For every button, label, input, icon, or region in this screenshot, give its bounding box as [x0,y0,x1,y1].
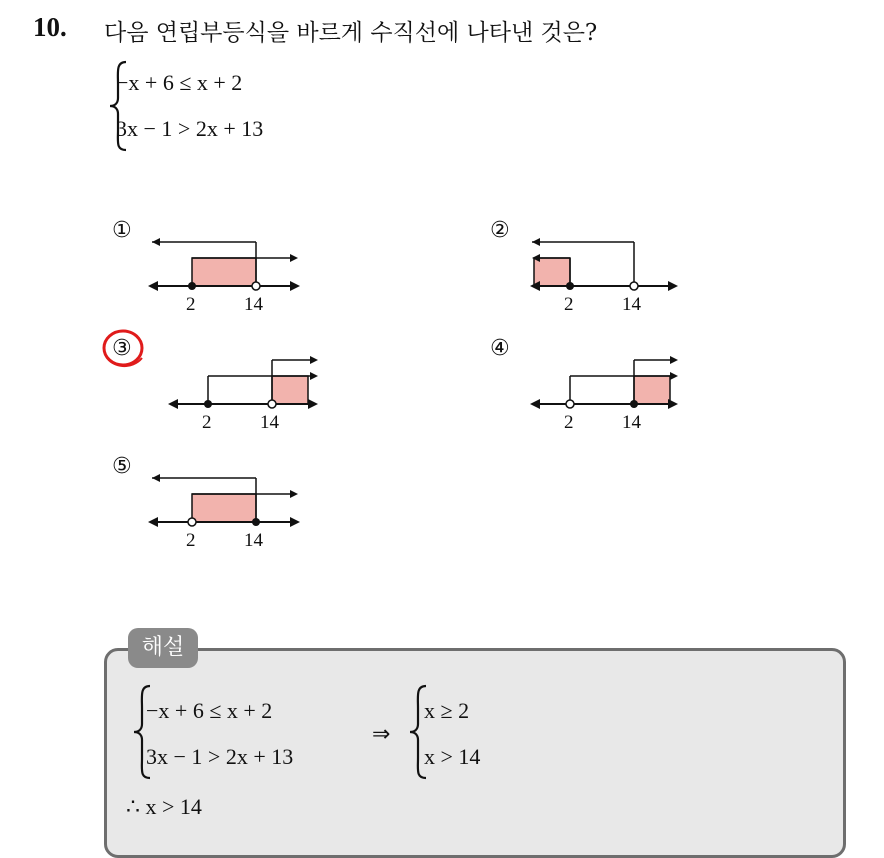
option-4-label[interactable]: ④ [490,336,510,361]
tick-label-14: 14 [622,412,641,432]
tick-label-14: 14 [244,294,263,314]
solution-conclusion: ∴ x > 14 [126,794,202,819]
shaded-region [272,376,308,404]
question-text: 다음 연립부등식을 바르게 수직선에 나타낸 것은? [104,20,598,46]
implies-arrow: ⇒ [372,722,391,747]
tick-label-2: 2 [186,530,196,550]
shaded-region [192,258,256,286]
tick-label-2: 2 [186,294,196,314]
tick-label-14: 14 [244,530,263,550]
option-3-numberline [160,352,330,432]
tick-label-2: 2 [564,412,574,432]
point-2-closed [204,400,212,408]
option-2-numberline [520,234,690,314]
point-14-closed [252,518,260,526]
solution-inequality-1: −x + 6 ≤ x + 2 [146,698,273,723]
point-14-closed [630,400,638,408]
solution-inequality-2: 3x − 1 > 2x + 13 [146,744,294,769]
option-1-numberline [140,234,310,314]
shaded-region [634,376,670,404]
question-number: 10. [33,12,67,42]
question-inequality-2: 3x − 1 > 2x + 13 [116,116,264,141]
option-5-label[interactable]: ⑤ [112,454,132,479]
point-14-open [630,282,638,290]
tick-label-14: 14 [260,412,279,432]
option-4-numberline [520,352,690,432]
solution-tag: 해설 [128,628,198,668]
option-2-label[interactable]: ② [490,218,510,243]
tick-label-2: 2 [564,294,574,314]
option-1-label[interactable]: ① [112,218,132,243]
option-3-label[interactable]: ③ [112,336,132,361]
tick-label-2: 2 [202,412,212,432]
point-2-closed [188,282,196,290]
question-inequality-1: −x + 6 ≤ x + 2 [116,70,243,95]
point-2-closed [566,282,574,290]
option-5-numberline [140,470,310,550]
point-2-open [188,518,196,526]
simplified-inequality-2: x > 14 [424,744,481,769]
tick-label-14: 14 [622,294,641,314]
point-2-open [566,400,574,408]
point-14-open [268,400,276,408]
point-14-open [252,282,260,290]
simplified-inequality-1: x ≥ 2 [424,698,470,723]
shaded-region [192,494,256,522]
answer-mark-circle [100,326,150,372]
